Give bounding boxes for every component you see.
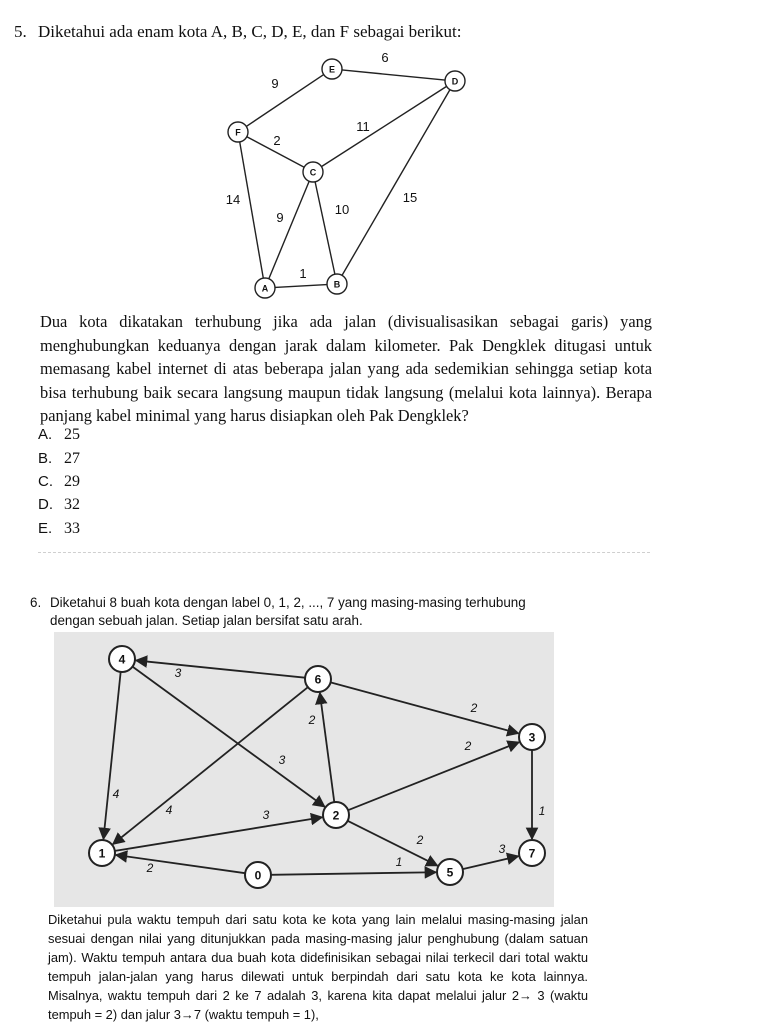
road-2-to-3 [348,742,519,810]
option-value: 33 [64,520,80,537]
option-c[interactable]: C. 29 [38,473,80,490]
road-2-to-5 [348,821,438,866]
city-node-label: C [309,167,317,178]
travel-time-label: 4 [165,803,173,817]
edge-E-D [342,70,445,80]
option-value: 25 [64,426,80,443]
travel-time-label: 3 [498,842,506,856]
edge-weight-label: 9 [276,210,284,225]
question-6-paragraph: Diketahui pula waktu tempuh dari satu kota ke kota yang lain melalui masing-masing jalan sesuai dengan nilai yang ditunjukkan pada masing-masing jalur penghubung (dalam satuan jam). Waktu tempuh antara dua buah kota didefinisikan sebagai nilai terkecil dari total waktu tempuh jalan-jalan yang harus dilewati untuk berpindah dari satu kota ke kota lainnya. Misalnya, waktu tempuh dari 2 ke 7 adalah 3, karena kita dapat melalui jalur 2→ 3 (waktu tempuh = 2) dan jalur 3→7 (waktu tempuh = 1), [48,912,588,1022]
travel-time-label: 3 [262,808,270,822]
road-6-to-4 [136,660,305,677]
option-value: 29 [64,473,80,490]
city-node-label: 6 [314,672,322,687]
edge-A-B [275,285,327,288]
road-2-to-6 [320,693,334,802]
edge-weight-label: 1 [299,266,307,281]
edge-weight-label: 15 [402,190,418,205]
section-divider [38,552,650,553]
road-6-to-3 [331,682,519,733]
question-prompt-line-1: Diketahui 8 buah kota dengan label 0, 1, 2, ..., 7 yang masing-masing terhubung [50,595,526,610]
travel-time-label: 3 [174,666,182,680]
question-prompt-line-2: dengan sebuah jalan. Setiap jalan bersifat satu arah. [50,613,363,628]
question-6-heading [30,594,600,630]
question-number: 6. [30,595,42,610]
road-4-to-1 [103,672,120,839]
travel-time-label: 2 [464,739,472,753]
city-graph-q5 [205,48,485,306]
question-5-heading [14,22,462,42]
travel-time-label: 1 [538,804,546,818]
road-0-to-5 [271,872,436,875]
edge-B-D [342,90,450,276]
travel-time-label: 2 [470,701,478,715]
question-prompt: Diketahui ada enam kota A, B, C, D, E, dan F sebagai berikut: [38,22,462,41]
road-1-to-2 [115,817,322,851]
city-node-label: 0 [254,868,262,883]
edge-weight-label: 2 [273,133,281,148]
city-node-label: E [328,64,336,75]
city-node-label: 4 [118,652,126,667]
option-b[interactable]: B. 27 [38,450,80,467]
edge-weight-label: 11 [356,119,370,134]
travel-time-label: 3 [278,753,286,767]
edge-weight-label: 9 [271,76,279,91]
edge-weight-label: 10 [334,202,350,217]
city-node-label: D [451,76,459,87]
travel-time-label: 2 [308,713,316,727]
road-4-to-2 [133,667,325,807]
question-5-paragraph: Dua kota dikatakan terhubung jika ada jalan (divisualisasikan sebagai garis) yang menghubungkan keduanya dengan jarak dalam kilometer. Pak Dengklek ditugasi untuk memasang kabel internet di atas beberapa jalan yang ada sedemikian sehingga setiap kota bisa terhubung baik secara langsung maupun tidak langsung (melalui kota lainnya). Berapa panjang kabel minimal yang harus disiapkan oleh Pak Dengklek? [40,312,652,425]
city-node-label: A [261,283,269,294]
city-node-label: 7 [528,846,536,861]
edge-weight-label: 14 [225,192,241,207]
travel-time-label: 2 [146,861,154,875]
option-value: 32 [64,496,80,513]
city-node-label: 5 [446,865,454,880]
travel-time-label: 2 [416,833,424,847]
city-node-label: F [235,127,241,138]
city-node-label: 1 [98,846,106,861]
city-node-label: 3 [528,730,536,745]
option-value: 27 [64,450,80,467]
edge-weight-label: 6 [381,50,389,65]
question-number: 5. [14,22,27,41]
travel-time-label: 4 [112,787,120,801]
travel-time-label: 1 [395,855,403,869]
city-node-label: 2 [332,808,340,823]
edge-C-B [315,182,335,274]
road-5-to-7 [463,856,519,869]
city-node-label: B [333,279,341,290]
edge-F-E [246,75,323,127]
directed-city-graph-q6 [54,632,554,907]
option-a[interactable]: A. 25 [38,426,80,443]
edge-A-C [269,181,309,279]
road-0-to-1 [116,855,245,873]
option-d[interactable]: D. 32 [38,496,80,513]
edge-F-A [240,142,264,278]
option-e[interactable]: E. 33 [38,520,80,537]
